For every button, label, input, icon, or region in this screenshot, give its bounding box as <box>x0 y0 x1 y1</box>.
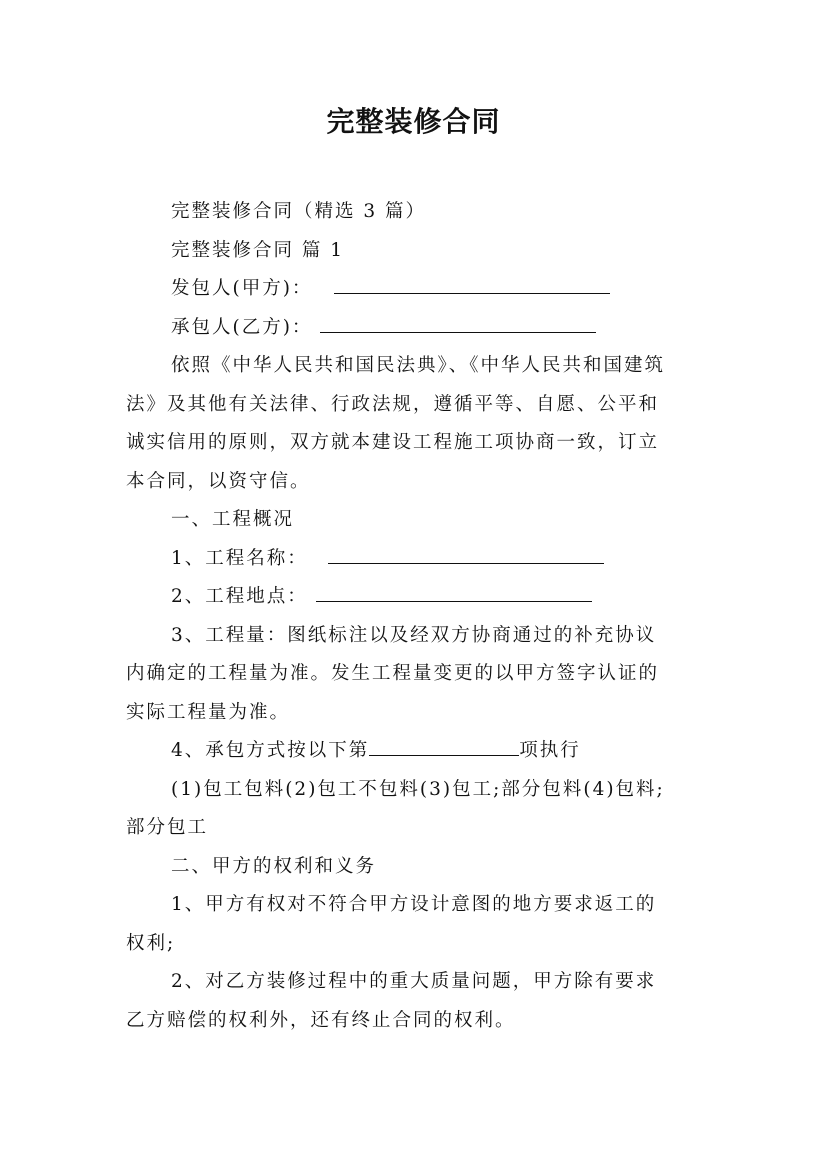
party-a-line <box>126 270 706 309</box>
project-location-line <box>126 578 706 617</box>
contract-method-line <box>126 732 706 771</box>
document-subtitle: 完整装修合同（精选 3 篇） <box>171 201 427 222</box>
contract-method-suffix: 项执行 <box>519 740 581 761</box>
party-a-blank <box>334 271 610 294</box>
contract-method-blank <box>369 733 519 756</box>
right2-line: 2、对乙方装修过程中的重大质量问题，甲方除有要求 <box>171 971 657 992</box>
document-body <box>126 193 706 1040</box>
project-name-blank <box>328 541 604 564</box>
party-b-line <box>126 309 706 348</box>
contract-options-line: 部分包工 <box>126 817 209 838</box>
project-location-label: 2、工程地点： <box>171 586 308 607</box>
preamble-line: 法》及其他有关法律、行政法规，遵循平等、自愿、公平和 <box>126 393 660 415</box>
preamble-line: 依照《中华人民共和国民法典》、《中华人民共和国建筑 <box>171 355 666 376</box>
project-name-line <box>126 540 706 579</box>
contract-options-line: (1)包工包料(2)包工不包料(3)包工;部分包料(4)包料; <box>171 778 665 800</box>
project-location-blank <box>316 579 592 602</box>
contract-method-prefix: 4、承包方式按以下第 <box>171 740 370 761</box>
right1-line: 1、甲方有权对不符合甲方设计意图的地方要求返工的 <box>171 894 657 915</box>
project-name-label: 1、工程名称： <box>171 547 308 569</box>
quantity-line: 实际工程量为准。 <box>126 701 291 723</box>
right1-line: 权利; <box>126 932 176 954</box>
preamble-line: 诚实信用的原则，双方就本建设工程施工项协商一致，订立 <box>126 432 660 453</box>
right2-line: 乙方赔偿的权利外，还有终止合同的权利。 <box>126 1009 516 1031</box>
quantity-line: 3、工程量：图纸标注以及经双方协商通过的补充协议 <box>171 624 657 646</box>
section1-heading: 一、工程概况 <box>171 509 295 530</box>
party-a-label: 发包人(甲方)： <box>171 278 313 299</box>
section2-heading: 二、甲方的权利和义务 <box>171 855 377 877</box>
party-b-label: 承包人(乙方)： <box>171 316 313 338</box>
part-heading: 完整装修合同 篇 1 <box>171 239 345 261</box>
quantity-line: 内确定的工程量为准。发生工程量变更的以甲方签字认证的 <box>126 663 660 684</box>
preamble-line: 本合同，以资守信。 <box>126 470 311 492</box>
document-title: 完整装修合同 <box>326 105 501 138</box>
party-b-blank <box>320 310 596 333</box>
